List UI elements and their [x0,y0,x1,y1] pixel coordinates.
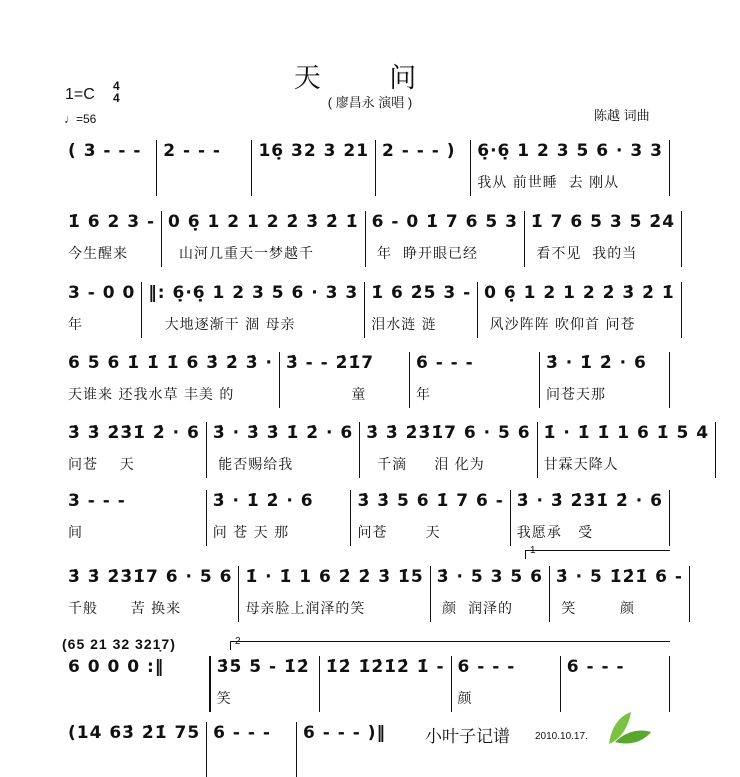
measure [478,282,682,338]
measure-lyrics: 年 [68,317,83,333]
volta-bracket: 2 [230,641,670,650]
score-row [62,282,675,338]
interlude-notes: (65 21 32 321̣7) [62,636,176,652]
measure [525,211,682,267]
measure-notes: 1̇ 7 6 5 3 5 2̇4 [530,212,676,232]
measure-lyrics: 笑 [216,691,232,707]
measure-notes: 3̇ · 5 1̇2̇1̇ 6 - [555,567,683,587]
score-row [62,490,670,546]
measure-lyrics: 甘霖天降人 [543,457,619,473]
score-row [62,140,670,196]
measure-notes: 3̇ - - 2̇1̇7 [285,353,375,373]
measure-notes: 6 - 0 1̇ 7 6 5 3 [371,212,518,232]
measure-notes: 3̇ 3̇ 2̇3̇1̇ 2̇ · 6 [68,423,200,443]
measure-lyrics: 我从 前世睡 去 刚从 [477,175,620,191]
score-row [62,656,670,712]
measure [62,352,280,408]
song-title: 天 问 [293,63,447,94]
measure [365,282,478,338]
measure [62,722,207,777]
measure-notes: 1̇ · 1̇ 1̇ 1 6 1̇ 5 4 [543,423,710,443]
measure-lyrics: 问苍天那 [545,387,606,403]
time-denominator: 4 [113,91,120,105]
score-row [62,566,683,622]
measure-lyrics: 童 [285,387,367,403]
measure [376,140,471,196]
measure-notes: 3̇ · 3̇ 2̇3̇1̇ 2̇ · 6 [516,491,663,511]
performer-credit: ( 廖昌永 演唱 ) [327,95,413,110]
measure-notes: 3̇ · 1̇ 2̇ · 6 [212,491,314,511]
measure-lyrics: 问苍 天 [68,457,135,473]
measure-notes: 1̇ · 1̇ 1 6 2̇ 2̇ 3̇ 1̇5 [245,567,424,587]
measure-notes: 3̇ 3̇ 2̇3̇1̇7 6 · 5 6 [366,423,531,443]
measure-notes: ‖: 6̣·6̣ 1 2 3 5 6 · 3 3 [148,283,359,303]
measure [207,422,360,478]
score-row [62,422,710,478]
measure [207,490,352,546]
measure [297,722,392,777]
measure-notes: 6 - - - [457,657,516,677]
measure [252,140,376,196]
measure-notes: 3̇ 3̇ 2̇3̇1̇7 6 · 5 6 [68,567,233,587]
volta-bracket: 1 [525,550,670,559]
measure [211,656,320,712]
measure-notes: (14 63̇ 2̇1̇ 75 [68,723,201,743]
measure-notes: 3 - 0 0 [68,283,136,303]
measure [62,282,142,338]
measure-notes: 2 - - - [163,141,221,161]
score-row [62,211,676,267]
measure-lyrics: 风沙阵阵 吹仰首 问苍 [484,317,636,333]
measure [511,490,670,546]
measure [538,422,716,478]
transcription-date: 2010.10.17. [535,731,588,742]
measure [550,566,690,622]
measure [452,656,561,712]
measure [62,566,239,622]
measure [62,656,211,712]
measure [410,352,540,408]
measure-notes: 0 6̣ 1 2 1 2 2̇ 3̇ 2̇ 1̇ [168,212,359,232]
measure-notes: 6 - - - [415,353,474,373]
score-row [62,722,392,777]
measure-lyrics: 大地逐渐干 涸 母亲 [148,317,296,333]
measure [62,422,207,478]
measure [561,656,670,712]
measure [351,490,510,546]
measure [431,566,550,622]
measure-notes: 6 5 6 1̇ 1̇ 1̇ 6 3̇ 2̇ 3̇ · [68,353,273,373]
key-signature: 1=C [65,86,95,103]
measure-lyrics: 间 [68,525,83,541]
measure-lyrics: 问苍 天 [357,525,441,541]
measure [62,490,207,546]
time-signature [113,80,120,104]
measure-notes: 3 - - - [68,491,126,511]
measure-notes: 1̇2̇ 1̇2̇1̇2̇ 1̇ - [325,657,445,677]
measure [239,566,430,622]
measure-lyrics: 今生醒来 [68,246,128,262]
measure [360,422,537,478]
measure-lyrics: 山河几重天一梦越千 [168,246,314,262]
measure [366,211,525,267]
score-row [62,352,670,408]
measure [62,211,162,267]
leaf-icon [605,710,655,751]
transcriber-signature: 小叶子记谱 [425,727,510,747]
measure-lyrics: 千般 苦 换来 [68,601,182,617]
measure-lyrics: 我愿承 受 [516,525,594,541]
measure-lyrics: 年 [415,387,431,403]
measure-notes: 1̇ 6 2 3 - [68,212,156,232]
measure [162,211,366,267]
measure-lyrics: 看不见 我的当 [530,246,638,262]
measure-notes: 6̣·6̣ 1 2 3 5 6 · 3 3 [477,141,663,161]
measure-notes: 3̇5̇ 5̇ - 1̇2̇ [216,657,310,677]
composer-credit: 陈越 词曲 [594,108,650,123]
measure-notes: 3̇ · 1̇ 2̇ · 6 [545,353,647,373]
measure-notes: 0 6̣ 1 2 1 2 2̇ 3̇ 2̇ 1̇ [484,283,675,303]
measure [320,656,452,712]
measure-notes: 6 - - - [566,657,625,677]
measure [157,140,252,196]
measure-notes: 3̇ 3̇ 5 6 1̇ 7 6 - [357,491,504,511]
measure [471,140,670,196]
measure-lyrics: 母亲脸上润泽的笑 [245,601,366,617]
measure [207,722,297,777]
measure-notes: ( 3 - - - [68,141,142,161]
measure-lyrics: 年 睁开眼已经 [371,246,478,262]
tempo-marking: ♩=56 [64,112,97,126]
measure [62,140,157,196]
measure [280,352,410,408]
measure-notes: 6 - - - )‖ [303,723,386,743]
measure-lyrics: 能否赐给我 [212,457,294,473]
measure [142,282,365,338]
measure-lyrics: 问 苍 天 那 [212,525,290,541]
measure-lyrics: 千滴 泪 化为 [366,457,485,473]
measure-notes: 6 0 0 0 :‖ [68,657,165,677]
measure-notes: 6 - - - [213,723,271,743]
time-numerator: 4 [113,79,120,93]
measure [540,352,670,408]
measure-notes: 3̇ · 5 3 5 6 [436,567,543,587]
measure-notes: 16̣ 32 3 21 [258,141,370,161]
measure-notes: 2 - - - ) [382,141,456,161]
measure-lyrics: 笑 颜 [555,601,635,617]
measure-lyrics: 天谁来 还我水草 丰美 的 [68,387,235,403]
measure-lyrics: 颜 润泽的 [436,601,514,617]
measure-lyrics: 颜 [457,691,473,707]
measure-lyrics: 泪水涟 涟 [371,317,437,333]
measure-notes: 3̇ · 3̇ 3̇ 1̇ 2̇ · 6 [212,423,354,443]
measure-notes: 1̇ 6 2̇5 3 - [371,283,472,303]
